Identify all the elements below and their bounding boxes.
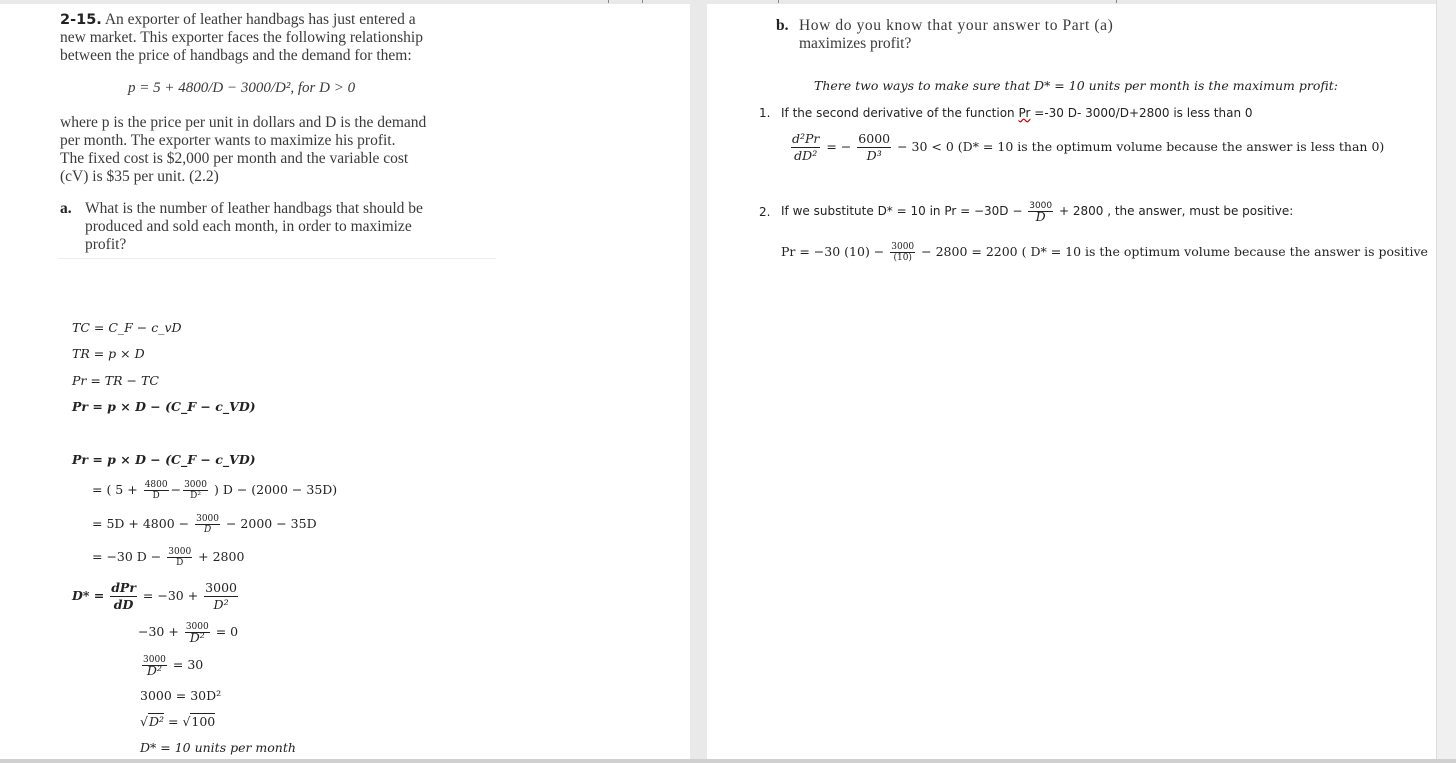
item-2-text: If we substitute D* = 10 in Pr = −30D − $\frac{3000}{D}$ + 2800 , the answer, must be positive: — [781, 201, 1294, 224]
item-2-number: 2. — [759, 205, 771, 219]
substitution: Pr = −30 (10) − $\frac{3000}{(10)}$ − 2800 = 2200 ( D* = 10 is the optimum volume because the answer is positive — [781, 242, 1428, 263]
equals-30: $\frac{3000}{\text{D²}}$ = 30 — [143, 655, 204, 678]
part-a-line-1: What is the number of leather handbags that should be — [85, 200, 423, 217]
demand-equation: p = 5 + 4800/D − 3000/D², for D > 0 — [128, 80, 356, 96]
step-1: Pr = p × D − (C_F − c_VD) — [72, 452, 256, 467]
step-3: = 5D + 4800 − $\frac{3000}{D}$ − 2000 − 35D — [92, 514, 317, 535]
step-4: = −30 D − $\frac{3000}{D}$ + 2800 — [92, 547, 245, 568]
def-pr-expanded: Pr = p × D − (C_F − c_VD) — [72, 399, 256, 414]
part-b-question-line-2: maximizes profit? — [799, 35, 912, 52]
where-line-3: The fixed cost is $2,000 per month and the variable cost — [60, 150, 409, 167]
problem-intro-line-2: new market. This exporter faces the following relationship — [60, 29, 423, 46]
problem-intro-line-3: between the price of handbags and the demand for them: — [60, 47, 412, 64]
where-line-1: where p is the price per unit in dollars and D is the demand — [60, 114, 427, 131]
part-a-line-2: produced and sold each month, in order to maximize — [85, 218, 412, 235]
def-tc: TC = C_F − c_vD — [72, 320, 182, 335]
set-zero: −30 + $\frac{3000}{\text{D²}}$ = 0 — [138, 622, 239, 645]
problem-intro-line-1: 2-15. An exporter of leather handbags has just entered a — [60, 11, 416, 28]
second-derivative: $\frac{\text{d²Pr}}{\text{dD²}}$ = − $\frac{6000}{\text{D³}}$ − 30 < 0 (D* = 10 is the optimum volume because the answer is less than 0) — [792, 131, 1385, 163]
result-line: D* = 10 units per month — [140, 740, 296, 755]
where-line-2: per month. The exporter wants to maximize his profit. — [60, 132, 396, 149]
derivative: D* = $\frac{\text{dPr}}{dD}$ = −30 + $\frac{3000}{\text{D²}}$ — [72, 580, 237, 612]
part-b-intro: There two ways to make sure that D* = 10 units per month is the maximum profit: — [814, 78, 1338, 93]
item-1-text: If the second derivative of the function Pr =-30 D- 3000/D+2800 is less than 0 — [781, 106, 1253, 120]
step-2: = ( 5 + $\frac{4800}{D}$ − $\frac{3000}{\text{D²}}$ ) D − (2000 − 35D) — [92, 480, 338, 501]
sqrt-step: √D² = √100 — [140, 714, 216, 729]
part-a-line-3: profit? — [85, 236, 127, 253]
horizontal-scrollbar[interactable] — [0, 759, 1456, 763]
document-page-right — [707, 4, 1436, 761]
document-page-left — [0, 4, 690, 761]
multiply-step: 3000 = 30D² — [140, 688, 222, 703]
divider — [58, 258, 496, 259]
where-line-4: (cV) is $35 per unit. (2.2) — [60, 168, 219, 185]
part-b-question-line-1: How do you know that your answer to Part (a) — [799, 17, 1114, 34]
vertical-scrollbar[interactable] — [1436, 0, 1456, 763]
part-a-label: a. — [60, 200, 72, 217]
problem-number: 2-15. — [60, 12, 102, 28]
def-tr: TR = p × D — [72, 346, 145, 361]
part-b-label: b. — [776, 17, 789, 34]
item-1-number: 1. — [759, 106, 771, 120]
def-pr: Pr = TR − TC — [72, 373, 159, 388]
